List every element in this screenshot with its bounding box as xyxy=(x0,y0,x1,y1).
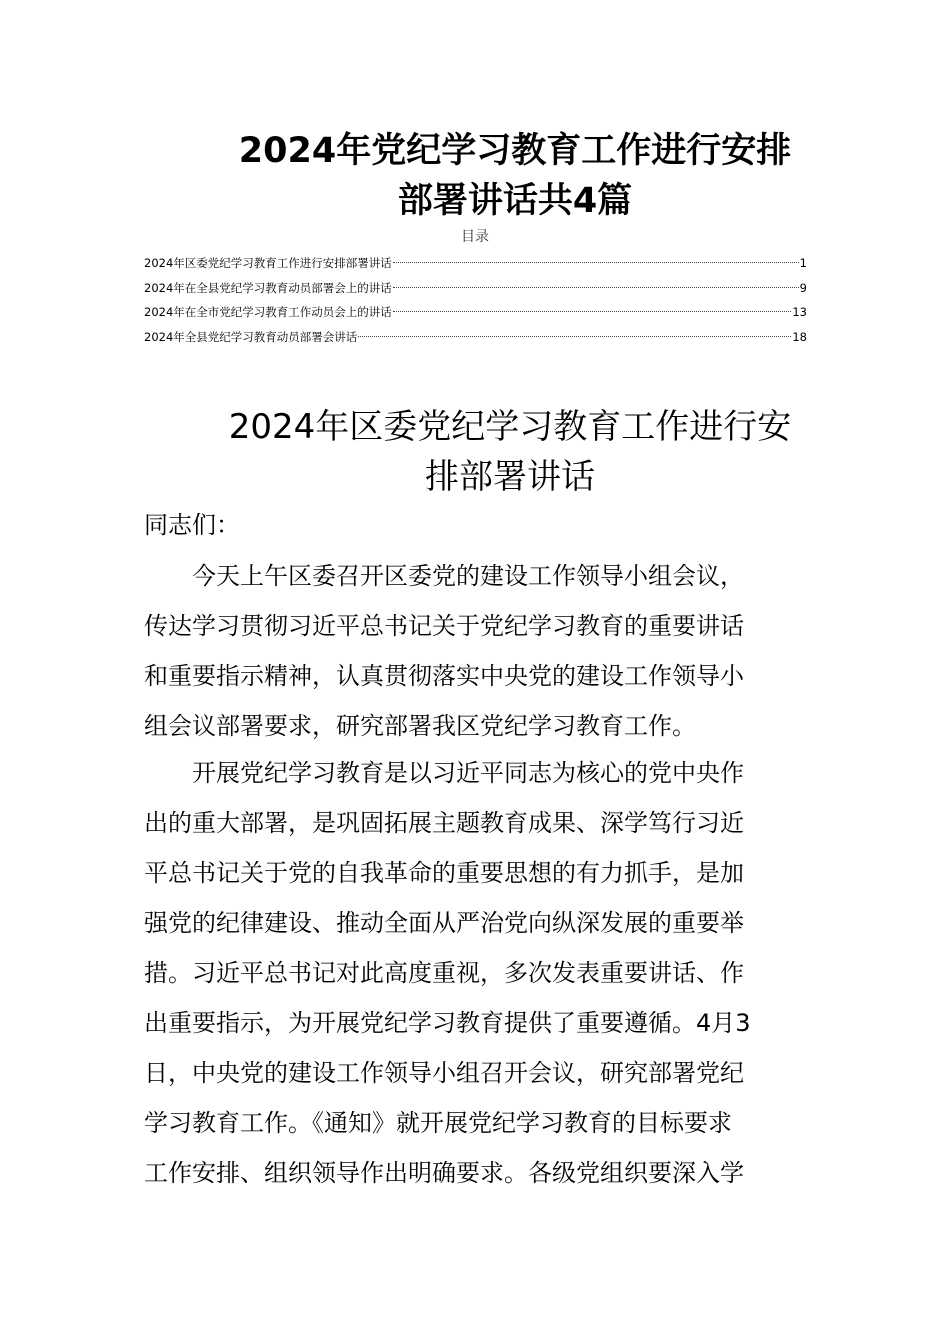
paragraph-line: 开展党纪学习教育是以习近平同志为核心的党中央作 xyxy=(192,759,744,787)
table-of-contents xyxy=(144,252,807,350)
document-title xyxy=(215,126,815,226)
toc-entry-title: 2024年区委党纪学习教育工作进行安排部署讲话 xyxy=(144,256,392,270)
toc-entry-page: 1 xyxy=(799,256,807,270)
toc-heading: 目录 xyxy=(461,229,489,245)
paragraph-line: 日，中央党的建设工作领导小组召开会议，研究部署党纪 xyxy=(144,1059,744,1087)
toc-entry-title: 2024年在全县党纪学习教育动员部署会上的讲话 xyxy=(144,280,392,295)
paragraph-line: 强党的纪律建设、推动全面从严治党向纵深发展的重要举 xyxy=(144,909,744,937)
toc-entry[interactable] xyxy=(144,326,807,351)
toc-leader-dots xyxy=(358,322,791,337)
toc-leader-dots xyxy=(393,297,792,312)
paragraph-line: 出的重大部署，是巩固拓展主题教育成果、深学笃行习近 xyxy=(144,809,744,837)
paragraph-line: 学习教育工作。《通知》就开展党纪学习教育的目标要求 xyxy=(144,1109,732,1137)
document-title-line-1: 2024年党纪学习教育工作进行安排 xyxy=(238,131,792,171)
section-title xyxy=(205,402,815,502)
toc-leader-dots xyxy=(393,273,799,288)
paragraph-line: 出重要指示，为开展党纪学习教育提供了重要遵循。4月3 xyxy=(144,1009,751,1037)
section-title-line-1: 2024年区委党纪学习教育工作进行安 xyxy=(228,407,792,447)
paragraph-line: 传达学习贯彻习近平总书记关于党纪学习教育的重要讲话 xyxy=(144,612,744,640)
toc-entry-page: 18 xyxy=(792,329,807,344)
toc-entry-title: 2024年全县党纪学习教育动员部署会讲话 xyxy=(144,329,358,344)
paragraph-line: 今天上午区委召开区委党的建设工作领导小组会议， xyxy=(192,562,744,590)
toc-entry-page: 13 xyxy=(792,305,807,319)
paragraph-1 xyxy=(144,551,809,751)
toc-leader-dots xyxy=(393,248,799,263)
salutation: 同志们： xyxy=(144,511,240,539)
section-title-line-2: 排部署讲话 xyxy=(425,457,595,497)
paragraph-2 xyxy=(144,748,809,1198)
document-title-line-2: 部署讲话共4篇 xyxy=(397,181,633,221)
toc-entry-title: 2024年在全市党纪学习教育工作动员会上的讲话 xyxy=(144,305,392,319)
paragraph-line: 措。习近平总书记对此高度重视，多次发表重要讲话、作 xyxy=(144,959,744,987)
paragraph-line: 组会议部署要求，研究部署我区党纪学习教育工作。 xyxy=(144,712,696,740)
toc-entry-page: 9 xyxy=(799,280,807,295)
paragraph-line: 平总书记关于党的自我革命的重要思想的有力抓手，是加 xyxy=(144,859,744,887)
paragraph-line: 工作安排、组织领导作出明确要求。各级党组织要深入学 xyxy=(144,1159,744,1187)
paragraph-line: 和重要指示精神，认真贯彻落实中央党的建设工作领导小 xyxy=(144,662,744,690)
